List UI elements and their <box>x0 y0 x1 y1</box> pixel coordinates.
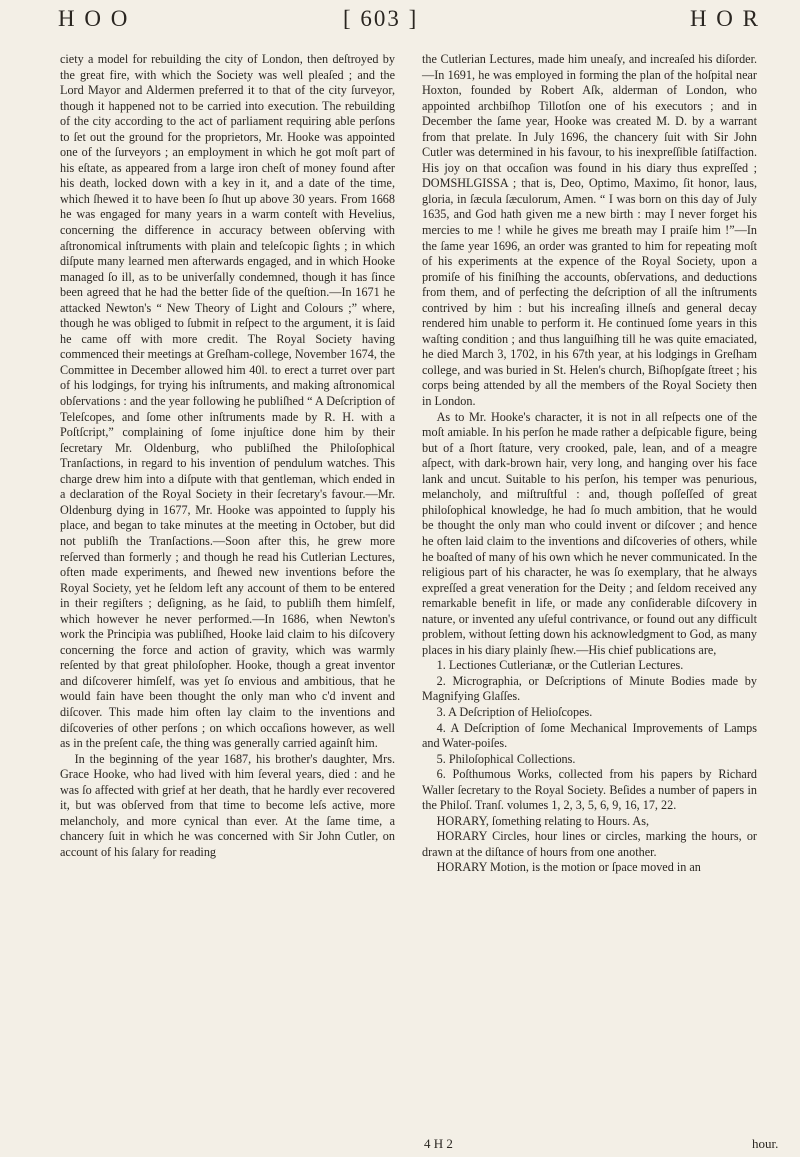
running-header <box>58 6 760 40</box>
paragraph: As to Mr. Hooke's character, it is not in all reſpects one of the moſt amiable. In his perſon he made rather a deſpicable figure, being but of a ſhort ſtature, very crooked, pale, lean, and of a meagre aſpect, with dark-brown hair, very long, and hanging over his face lank and uncut. Suitable to his perſon, his temper was penurious, melancholy, and miſtruſtful : and, though poſſeſſed of great philoſophical knowledge, he had ſo much ambition, that he would be thought the only man who could invent or diſcover ; and hence he often laid claim to the inventions and diſcoveries of others, while he boaſted of many of his own which he never communicated. In the religious part of his character, he was ſo exemplary, that he always expreſſed a great veneration for the Deity ; and ſeldom received any remarkable benefit in life, or made any conſiderable diſcovery in nature, or invented any uſeful contrivance, or found out any difficult problem, without ſetting down his acknowledgment to God, as many places in his diary plainly ſhew.—His chief publications are, <box>422 409 757 657</box>
paragraph: ciety a model for rebuilding the city of London, then deſtroyed by the great fire, with which the Society was well pleaſed ; and the Lord Mayor and Aldermen preferred it to that of the city ſurveyor, though it happened not to be carried into execution. The rebuilding of the city according to the act of parliament requiring able perſons to ſet out the ground for the proprietors, Mr. Hooke was appointed one of the ſurveyors ; an employment in which he got moſt part of his eſtate, as appeared from a large iron cheſt of money found after his death, locked down with a key in it, and a date of the time, which ſhewed it to have been ſo ſhut up above 30 years. From 1668 he was engaged for many years in a warm conteſt with Hevelius, concerning the difference in accuracy between obſerving with aſtronomical inſtruments with plain and teleſcopic ſights ; in which diſpute many learned men afterwards engaged, and in which Hooke managed ſo ill, as to be univerſally condemned, though it has ſince been agreed that he had the better ſide of the queſtion.—In 1671 he attacked Newton's “ New Theory of Light and Colours ;” where, though he was obliged to ſubmit in reſpect to the argument, it is ſaid he came off with more credit. The Royal Society having commenced their meetings at Greſham-college, November 1674, the Committee in December allowed him 40l. to erect a turret over part of his lodgings, for trying his inſtruments, and making aſtronomical obſervations : and the year following he publiſhed “ A Deſcription of Teleſcopes, and ſome other inſtruments made by R. H. with a Poſtſcript,” complaining of ſome injuſtice done him by their ſecretary Mr. Oldenburg, who publiſhed the Philoſophical Tranſactions, in regard to his invention of pendulum watches. This charge drew him into a diſpute with that gentleman, which ended in a declaration of the Royal Society in their ſecretary's favour.—Mr. Oldenburg dying in 1677, Mr. Hooke was appointed to ſupply his place, and began to take minutes at the meeting in October, but did not publiſh the Tranſactions.—Soon after this, he grew more reſerved than formerly ; and though he read his Cutlerian Lectures, often made experiments, and ſhewed new inventions before the Royal Society, yet he ſeldom left any account of them to be entered in their regiſters ; deſigning, as he ſaid, to publiſh them himſelf, which however he never performed.—In 1686, when Newton's work the Principia was publiſhed, Hooke laid claim to his diſcovery concerning the force and action of gravity, which was warmly reſented by that great philoſopher. Hooke, though a great inventor and diſcoverer himſelf, was yet ſo envious and ambitious, that he would fain have been thought the only man who c'd invent and diſcover. This made him often lay claim to the inventions and diſcoveries of other perſons ; on which occaſions however, as well as in the preſent caſe, the thing was generally carried againſt him. <box>60 52 395 751</box>
publication-item: 6. Poſthumous Works, collected from his papers by Richard Waller ſecretary to the Royal Society. Beſides a number of papers in the Philoſ. Tranſ. volumes 1, 2, 3, 5, 6, 9, 16, 17, 22. <box>422 767 757 813</box>
paragraph: In the beginning of the year 1687, his brother's daughter, Mrs. Grace Hooke, who had lived with him ſeveral years, died : and he was ſo affected with grief at her death, that he hardly ever recovered it, but was obſerved from that time to become leſs active, more melancholy, and more cynical than ever. At the ſame time, a chancery ſuit in which he was concerned with Sir John Cutler, on account of his ſalary for reading <box>60 751 395 859</box>
left-column <box>60 52 395 860</box>
publication-item: 5. Philoſophical Collections. <box>436 751 576 766</box>
header-left-word: H O O <box>58 6 130 31</box>
publication-item: 3. A Deſcription of Helioſcopes. <box>436 704 593 719</box>
header-right-word: H O R <box>689 6 760 31</box>
dictionary-entry-horary-circles: HORARY Circles, hour lines or circles, marking the hours, or drawn at the diſtance of hours from one another. <box>422 829 757 859</box>
signature-mark: 4 H 2 <box>424 1136 453 1151</box>
publication-item: 2. Micrographia, or Deſcriptions of Minute Bodies made by Magnifying Glaſſes. <box>422 673 757 704</box>
right-column <box>422 52 757 876</box>
dictionary-entry-horary: HORARY, ſomething relating to Hours. As, <box>436 813 650 828</box>
publication-item: 1. Lectiones Cutlerianæ, or the Cutlerian Lectures. <box>436 658 684 673</box>
publication-item: 4. A Deſcription of ſome Mechanical Improvements of Lamps and Water-poiſes. <box>422 720 757 751</box>
page-number: [ 603 ] <box>343 6 419 31</box>
catchword: hour. <box>752 1136 779 1151</box>
dictionary-entry-horary-motion: HORARY Motion, is the motion or ſpace moved in an <box>436 860 701 875</box>
paragraph: the Cutlerian Lectures, made him uneaſy, and increaſed his diſorder.—In 1691, he was employed in forming the plan of the hoſpital near Hoxton, founded by Robert Aſk, alderman of London, who appointed archbiſhop Tillotſon one of his executors ; and in December the ſame year, Hooke was created M. D. by a warrant from that prelate. In July 1696, the chancery ſuit with Sir John Cutler was determined in his favour, to his inexpreſſible ſatiſfaction. His joy on that occaſion was found in his diary thus expreſſed ; DOMSHLGISSA ; that is, Deo, Optimo, Maximo, ſit honor, laus, gloria, in ſæcula ſæculorum, Amen. “ I was born on this day of July 1635, and God hath given me a new birth : may I never forget his mercies to me ! while he gives me breath may I praiſe him !”—In the ſame year 1696, an order was granted to him for repeating moſt of his experiments at the expence of the Royal Society, upon a promiſe of his finiſhing the accounts, obſervations, and deductions from them, and of perfecting the deſcription of all the inſtruments contrived by him : but his increaſing illneſs and general decay rendered him unable to perform it. He continued ſome years in this waſting condition ; and thus languiſhing till he was quite emaciated, he died March 3, 1702, in his 67th year, at his lodgings in Greſham college, and was buried in St. Helen's church, Biſhopſgate ſtreet ; his corps being attended by all the members of the Royal Society then in London. <box>422 52 757 409</box>
